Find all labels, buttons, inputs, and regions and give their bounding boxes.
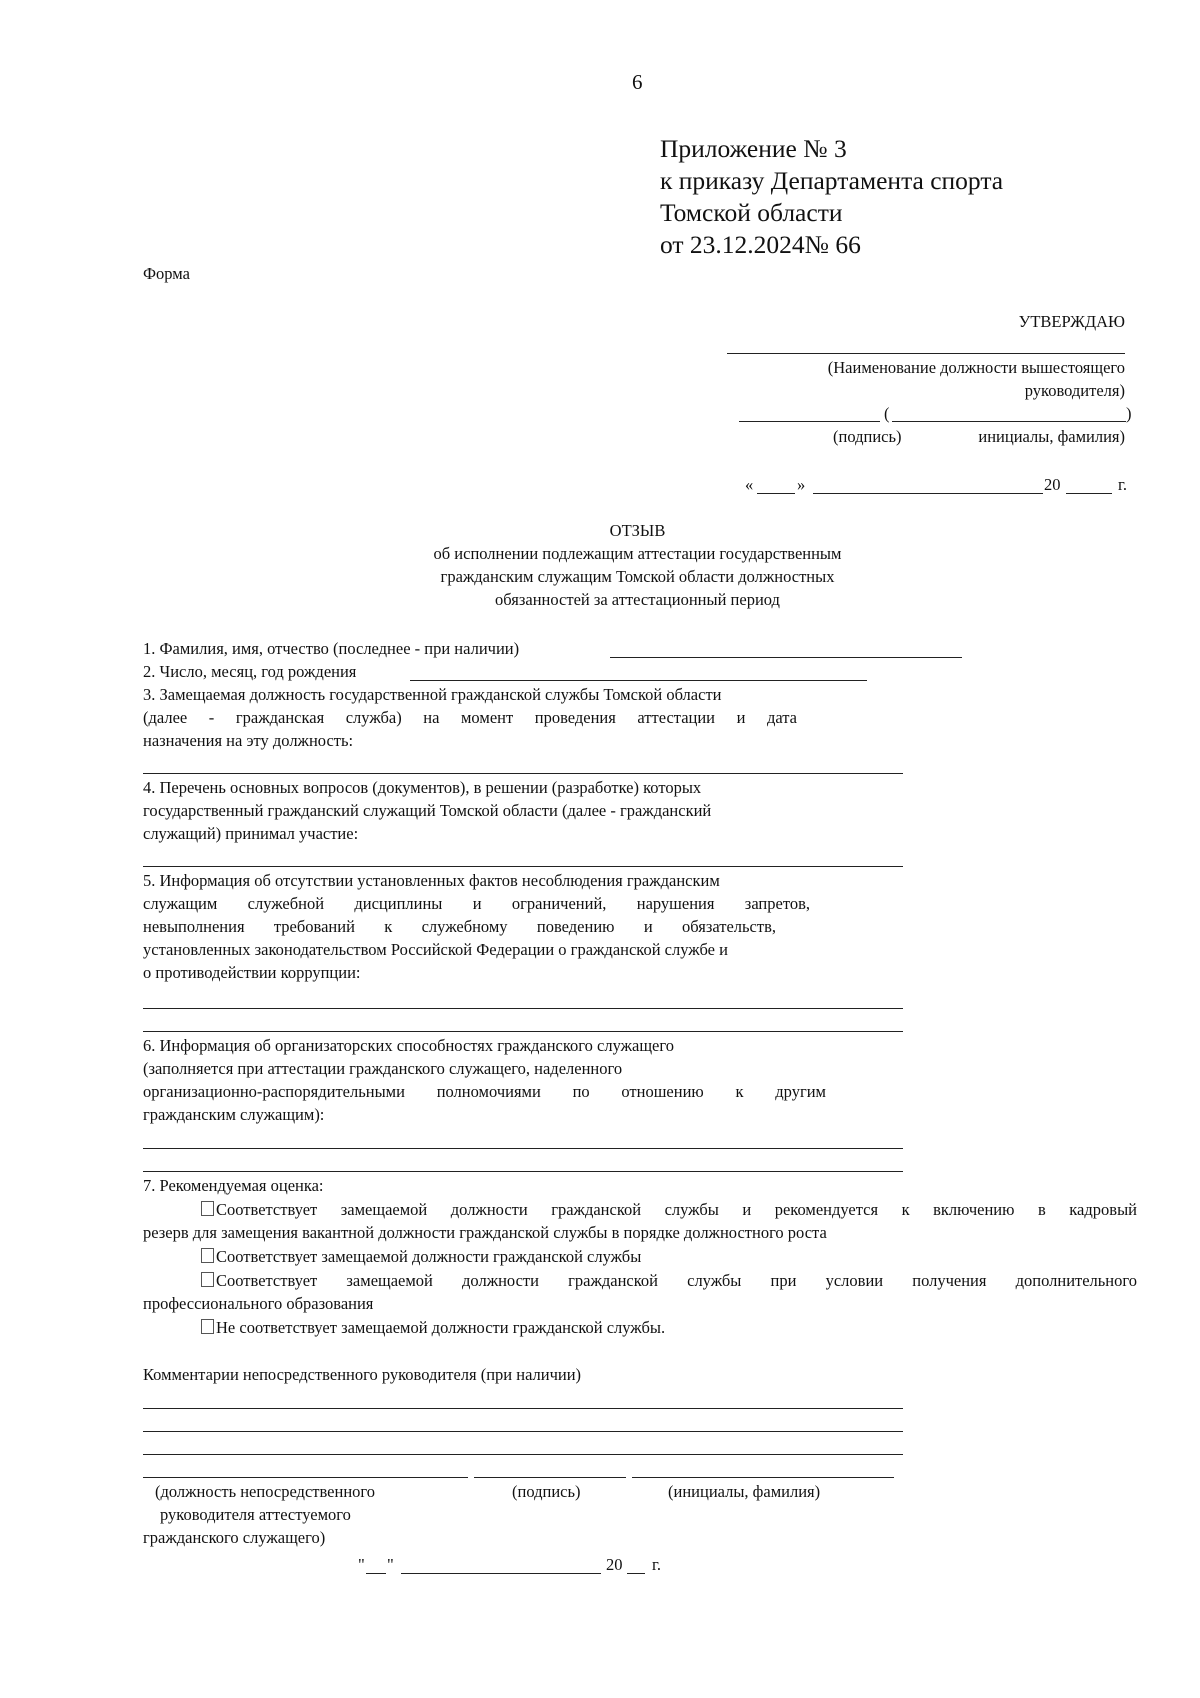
item-6-line-2: (заполняется при аттестации гражданского служащего, наделенного — [143, 1059, 623, 1078]
item-6-fill-line-2 — [143, 1171, 903, 1172]
bottom-date-year-line — [627, 1573, 645, 1574]
option-2-checkbox[interactable] — [201, 1248, 214, 1263]
item-1-label: 1. Фамилия, имя, отчество (последнее - при наличии) — [143, 639, 520, 658]
bottom-date-month-line — [401, 1573, 601, 1574]
option-3-line-1[interactable] — [201, 1270, 1137, 1292]
option-1-checkbox[interactable] — [201, 1201, 214, 1216]
approval-open-paren: ( — [884, 404, 890, 423]
appendix-line-3: Томской области — [660, 198, 843, 227]
option-1-line-2: резерв для замещения вакантной должности гражданской службы в порядке должностного роста — [143, 1223, 827, 1242]
item-4-line-2: государственный гражданский служащий Томской области (далее - гражданский — [143, 801, 712, 820]
bottom-position-caption-2: руководителя аттестуемого — [160, 1505, 351, 1524]
bottom-position-caption-3: гражданского служащего) — [143, 1528, 326, 1547]
approval-signature-caption: (подпись) — [833, 427, 902, 446]
item-6-line-3: организационно-распорядительными полномочиями по отношению к другим — [143, 1082, 826, 1101]
item-3-line-3: назначения на эту должность: — [143, 731, 354, 750]
option-4-checkbox[interactable] — [201, 1319, 214, 1334]
bottom-date-quote-close: " — [387, 1555, 394, 1574]
approval-position-caption-1: (Наименование должности вышестоящего — [827, 358, 1125, 377]
option-2[interactable] — [201, 1246, 641, 1268]
approval-date-month-line — [813, 493, 1043, 494]
item-6-line-4: гражданским служащим): — [143, 1105, 325, 1124]
bottom-date-quote-open: " — [358, 1555, 365, 1574]
comments-line-3 — [143, 1454, 903, 1455]
review-title: ОТЗЫВ — [609, 521, 666, 540]
approval-date-year-line — [1066, 493, 1112, 494]
review-subtitle-1: об исполнении подлежащим аттестации государственным — [433, 544, 842, 563]
option-1-text: Соответствует замещаемой должности гражданской службы и рекомендуется к включению в кадровый — [216, 1200, 1137, 1219]
item-6-line-1: 6. Информация об организаторских способностях гражданского служащего — [143, 1036, 674, 1055]
bottom-signature-line — [474, 1477, 626, 1478]
bottom-name-line — [632, 1477, 894, 1478]
review-subtitle-3: обязанностей за аттестационный период — [495, 590, 780, 609]
item-3-line-1: 3. Замещаемая должность государственной гражданской службы Томской области — [143, 685, 722, 704]
approval-title: УТВЕРЖДАЮ — [1018, 312, 1125, 331]
item-5-line-5: о противодействии коррупции: — [143, 963, 361, 982]
page-number: 6 — [632, 70, 643, 94]
item-3-fill-line — [143, 773, 903, 774]
approval-date-quote-open: « — [745, 475, 754, 494]
bottom-position-line — [143, 1477, 468, 1478]
approval-date-year-suffix: г. — [1118, 475, 1128, 494]
appendix-line-4: от 23.12.2024№ 66 — [660, 230, 861, 259]
item-5-line-2: служащим служебной дисциплины и ограничений, нарушения запретов, — [143, 894, 810, 913]
bottom-date-day-line — [366, 1573, 386, 1574]
comments-label: Комментарии непосредственного руководителя (при наличии) — [143, 1365, 582, 1384]
approval-name-caption: инициалы, фамилия) — [978, 427, 1125, 446]
appendix-line-2: к приказу Департамента спорта — [660, 166, 1004, 195]
item-4-line-1: 4. Перечень основных вопросов (документов), в решении (разработке) которых — [143, 778, 702, 797]
option-4[interactable] — [201, 1317, 665, 1339]
approval-date-year-prefix: 20 — [1044, 475, 1061, 494]
comments-line-2 — [143, 1431, 903, 1432]
bottom-signature-caption: (подпись) — [512, 1482, 581, 1501]
bottom-date-year-prefix: 20 — [606, 1555, 623, 1574]
option-3-line-2: профессионального образования — [143, 1294, 374, 1313]
approval-date-day-line — [757, 493, 795, 494]
item-5-line-1: 5. Информация об отсутствии установленных фактов несоблюдения гражданским — [143, 871, 720, 890]
option-3-checkbox[interactable] — [201, 1272, 214, 1287]
approval-name-line — [892, 421, 1126, 422]
approval-close-paren: ) — [1126, 404, 1132, 423]
approval-position-caption-2: руководителя) — [1024, 381, 1125, 400]
review-subtitle-2: гражданским служащим Томской области должностных — [440, 567, 835, 586]
item-4-fill-line — [143, 866, 903, 867]
approval-date-quote-close: » — [797, 475, 806, 494]
item-4-line-3: служащий) принимал участие: — [143, 824, 359, 843]
approval-position-line — [727, 353, 1125, 354]
bottom-name-caption: (инициалы, фамилия) — [668, 1482, 821, 1501]
option-2-text: Соответствует замещаемой должности гражданской службы — [216, 1247, 642, 1266]
bottom-date-year-suffix: г. — [652, 1555, 662, 1574]
option-4-text: Не соответствует замещаемой должности гражданской службы. — [216, 1318, 666, 1337]
option-1-line-1[interactable] — [201, 1199, 1137, 1221]
comments-line-1 — [143, 1408, 903, 1409]
item-5-line-3: невыполнения требований к служебному поведению и обязательств, — [143, 917, 776, 936]
item-5-fill-line-2 — [143, 1031, 903, 1032]
bottom-position-caption-1: (должность непосредственного — [155, 1482, 376, 1501]
item-1-fill-line — [610, 657, 962, 658]
appendix-line-1: Приложение № 3 — [660, 134, 847, 163]
item-7-label: 7. Рекомендуемая оценка: — [143, 1176, 324, 1195]
form-label: Форма — [143, 264, 190, 283]
item-5-fill-line-1 — [143, 1008, 903, 1009]
item-6-fill-line-1 — [143, 1148, 903, 1149]
item-2-label: 2. Число, месяц, год рождения — [143, 662, 357, 681]
item-3-line-2: (далее - гражданская служба) на момент проведения аттестации и дата — [143, 708, 797, 727]
option-3-text: Соответствует замещаемой должности гражданской службы при условии получения дополнительного — [216, 1271, 1137, 1290]
item-2-fill-line — [410, 680, 867, 681]
approval-signature-line — [739, 421, 880, 422]
item-5-line-4: установленных законодательством Российской Федерации о гражданской службе и — [143, 940, 728, 959]
